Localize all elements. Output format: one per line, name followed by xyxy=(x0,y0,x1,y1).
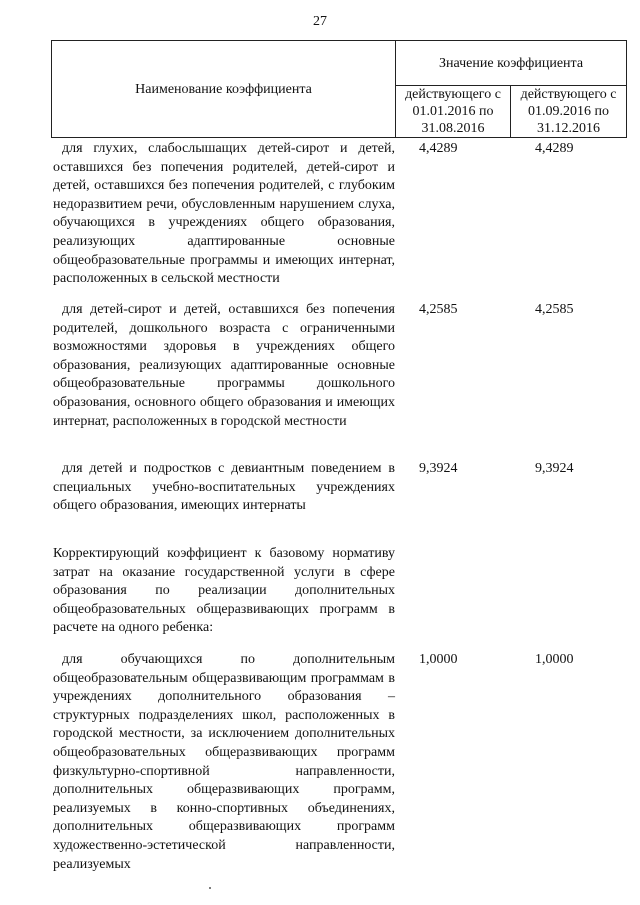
value-column-header: Значение коэффициента xyxy=(396,41,627,86)
name-column-header: Наименование коэффициента xyxy=(52,41,396,138)
period-2-header: действующего с 01.09.2016 по 31.12.2016 xyxy=(511,86,627,138)
row-value-period-2: 9,3924 xyxy=(535,461,574,476)
row-value-period-1: 1,0000 xyxy=(419,652,458,667)
row-value-period-1: 9,3924 xyxy=(419,461,458,476)
row-value-period-1: 4,4289 xyxy=(419,141,458,156)
coefficient-table-header xyxy=(51,40,627,138)
period-1-header: действующего с 01.01.2016 по 31.08.2016 xyxy=(396,86,511,138)
page-number: 27 xyxy=(313,14,327,29)
scan-speck xyxy=(209,887,211,889)
section-heading: Корректирующий коэффициент к базовому нормативу затрат на оказание государственной услуги в сфере образования по реализации дополнительных общеобразовательных общеразвивающих программ в расчете на одного ребенка: xyxy=(53,546,395,636)
row-value-period-2: 4,4289 xyxy=(535,141,574,156)
row-value-period-2: 4,2585 xyxy=(535,302,574,317)
row-description: для детей-сирот и детей, оставшихся без попечения родителей, дошкольного возраста с ограниченными возможностями здоровья в учреждениях общего образования, реализующих адаптированные основные общеобразовательные программы дошкольного образования, основного общего образования и имеющих интернат, расположенных в городской местности xyxy=(53,302,395,429)
row-value-period-1: 4,2585 xyxy=(419,302,458,317)
row-description: для детей и подростков с девиантным поведением в специальных учебно-воспитательных учреждениях общего образования, имеющих интернаты xyxy=(53,461,395,514)
row-description: для глухих, слабослышащих детей-сирот и детей, оставшихся без попечения родителей, детей-сирот и детей, оставшихся без попечения родителей, с глубоким недоразвитием речи, обусловленным нарушением слуха, обучающихся в учреждениях общего образования, реализующих адаптированные основные общеобразовательные программы и имеющих интернат, расположенных в сельской местности xyxy=(53,141,395,287)
row-description: для обучающихся по дополнительным общеобразовательным общеразвивающим программам в учреждениях дополнительного образования – структурных подразделениях школ, расположенных в городской местности, за исключением дополнительных общеобразовательных общеразвивающих программ физкультурно-спортивной направленности, дополнительных общеразвивающих программ, реализуемых в конно-спортивных объединениях, дополнительных общеразвивающих программ художественно-эстетической направленности, реализуемых xyxy=(53,652,395,872)
row-value-period-2: 1,0000 xyxy=(535,652,574,667)
